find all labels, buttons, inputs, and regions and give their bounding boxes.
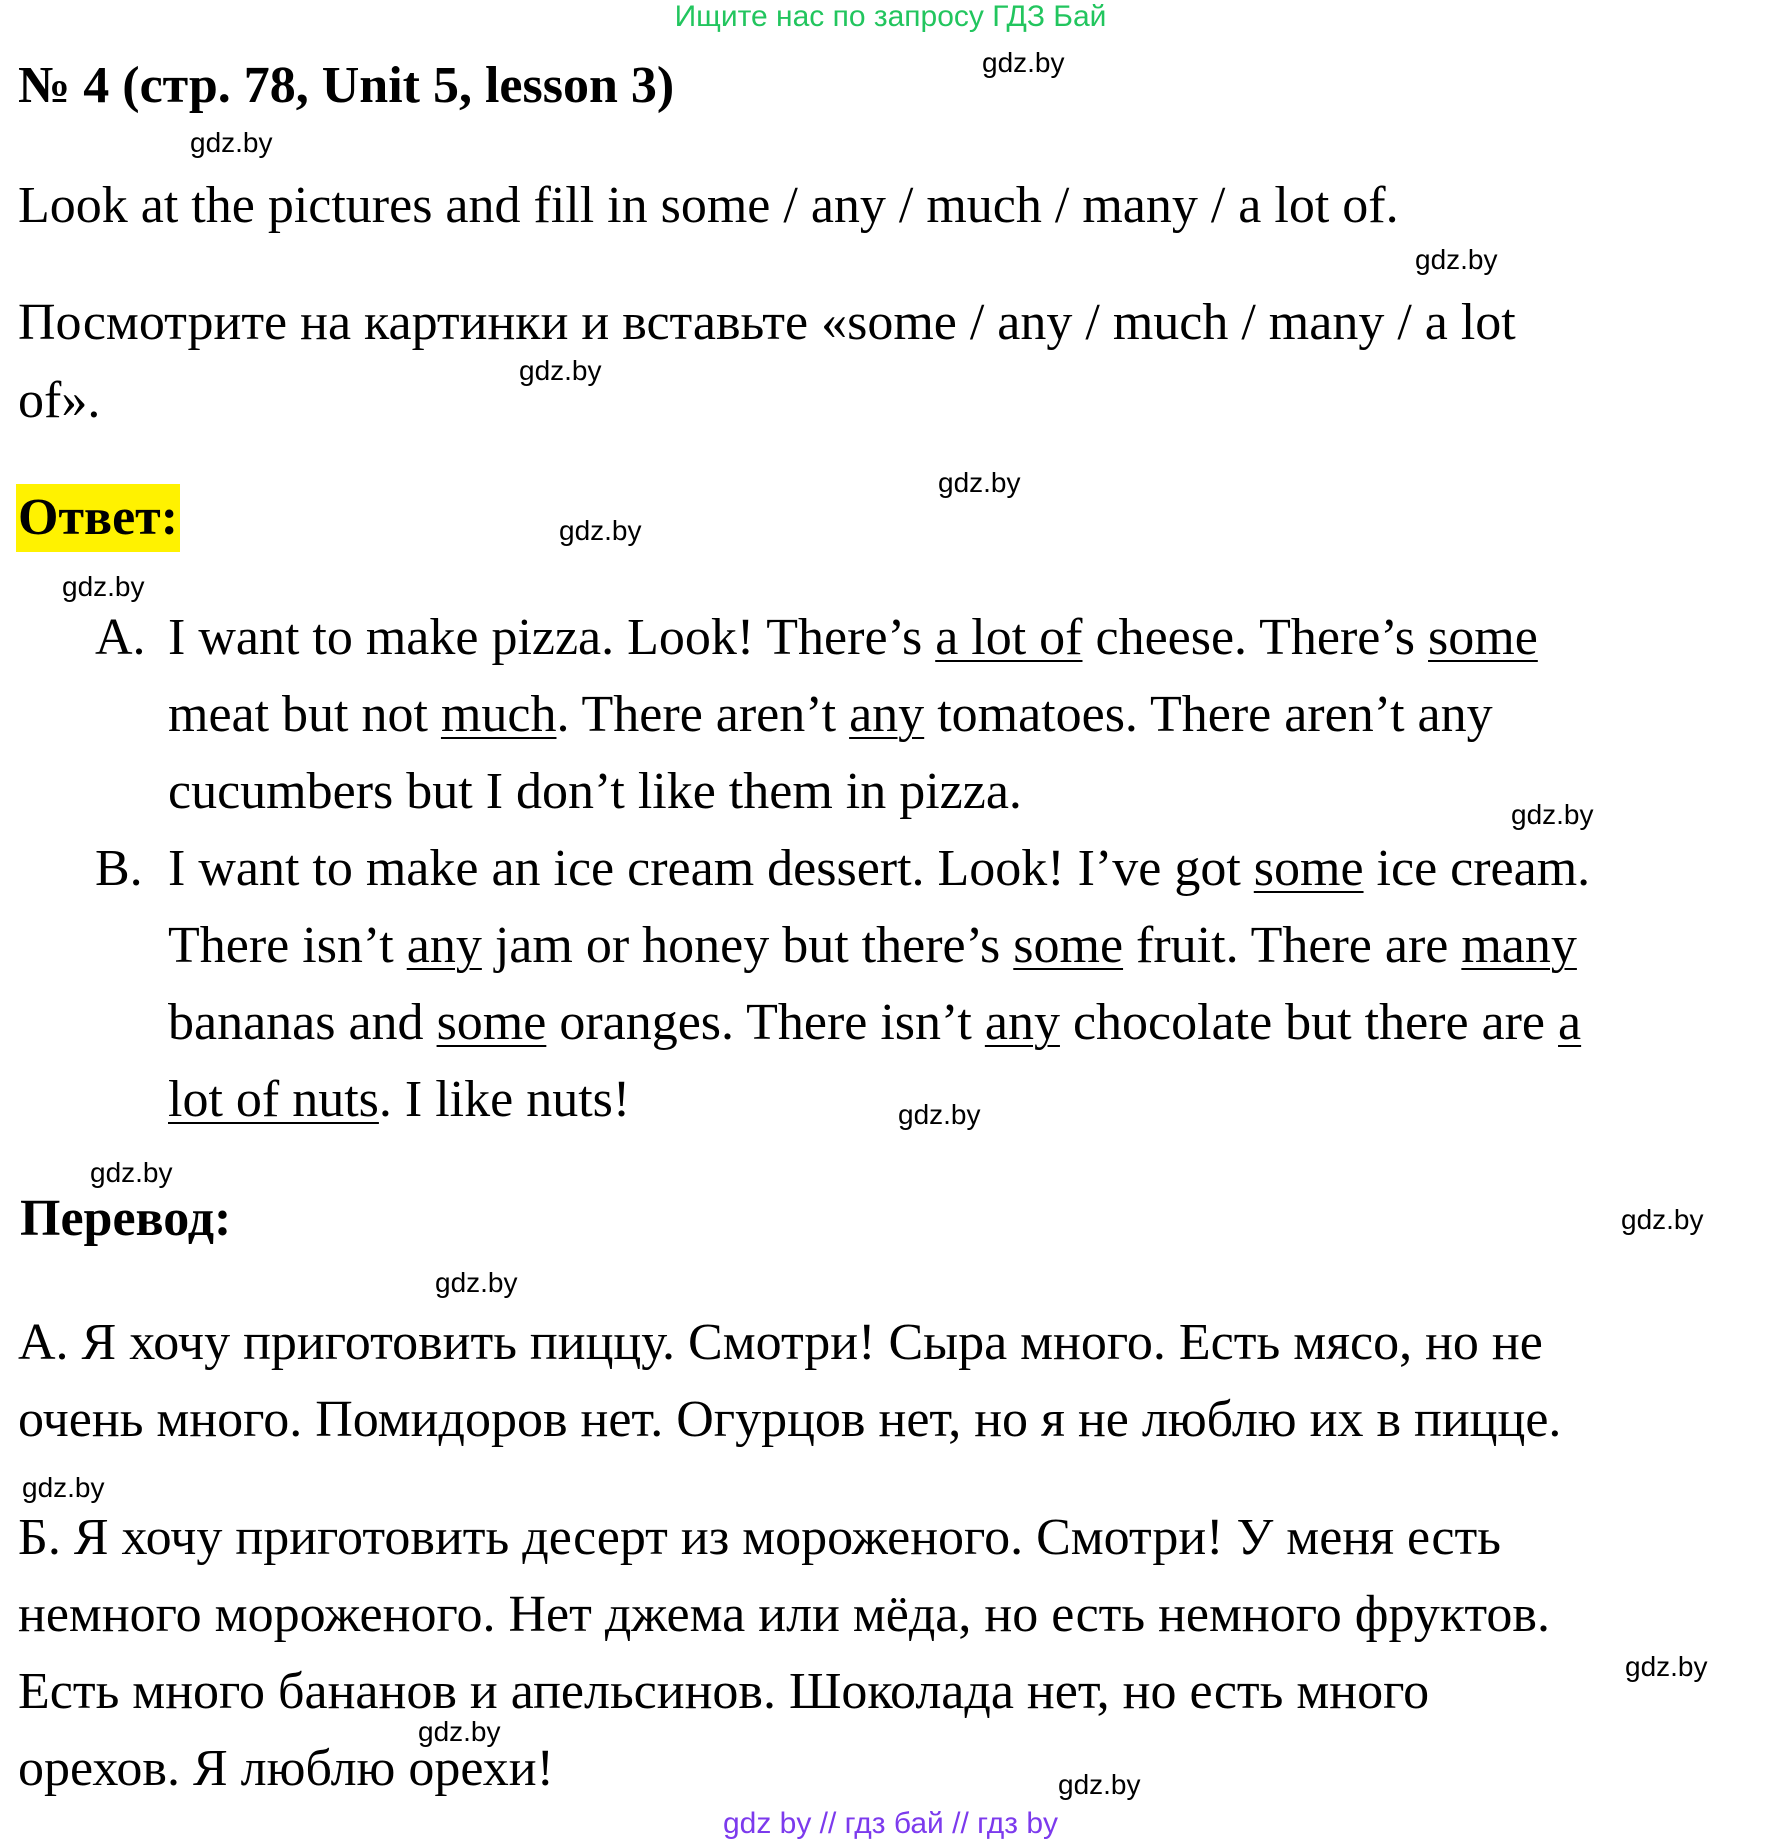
top-banner: Ищите нас по запросу ГДЗ Бай bbox=[674, 0, 1107, 33]
filled-word: any bbox=[406, 917, 482, 974]
answer-a-marker: A. bbox=[95, 609, 146, 666]
footer-links: gdz by // гдз бай // гдз by bbox=[722, 1807, 1059, 1840]
answer-b-line-1: I want to make an ice cream dessert. Look! I’ve got some ice cream. bbox=[168, 840, 1591, 897]
answer-a-line-1: I want to make pizza. Look! There’s a lot of cheese. There’s some bbox=[168, 609, 1538, 666]
answer-b-line-3: bananas and some oranges. There isn’t any chocolate but there are a bbox=[168, 994, 1582, 1051]
watermark: gdz.by bbox=[22, 1472, 105, 1503]
filled-word: a lot of bbox=[935, 609, 1083, 666]
exercise-title: № 4 (стр. 78, Unit 5, lesson 3) bbox=[18, 57, 675, 114]
watermark: gdz.by bbox=[1511, 799, 1594, 830]
translation-label: Перевод: bbox=[20, 1190, 232, 1247]
watermark: gdz.by bbox=[62, 571, 145, 602]
answer-b-line-2: There isn’t any jam or honey but there’s some fruit. There are many bbox=[168, 917, 1577, 974]
filled-word: many bbox=[1461, 917, 1577, 974]
filled-word: much bbox=[440, 686, 557, 743]
answer-label: Ответ: bbox=[16, 484, 180, 552]
translation-a-line-2: очень много. Помидоров нет. Огурцов нет, но я не люблю их в пицце. bbox=[18, 1391, 1562, 1448]
watermark: gdz.by bbox=[90, 1157, 173, 1188]
watermark: gdz.by bbox=[898, 1099, 981, 1130]
answer-b-marker: B. bbox=[95, 840, 143, 897]
filled-word: lot of nuts bbox=[168, 1071, 379, 1128]
watermark: gdz.by bbox=[559, 515, 642, 546]
watermark: gdz.by bbox=[938, 467, 1021, 498]
watermark: gdz.by bbox=[982, 47, 1065, 78]
translation-b-line-2: немного мороженого. Нет джема или мёда, но есть немного фруктов. bbox=[18, 1586, 1550, 1643]
watermark: gdz.by bbox=[1415, 244, 1498, 275]
filled-word: any bbox=[849, 686, 925, 743]
filled-word: a bbox=[1558, 994, 1582, 1051]
answer-a-line-3: cucumbers but I don’t like them in pizza. bbox=[168, 763, 1022, 820]
translation-b-line-3: Есть много бананов и апельсинов. Шоколада нет, но есть много bbox=[18, 1663, 1430, 1720]
answer-b-line-4: lot of nuts. I like nuts! bbox=[168, 1071, 631, 1128]
task-russian-line-2: of». bbox=[18, 372, 101, 429]
translation-a-line-1: А. Я хочу приготовить пиццу. Смотри! Сыра много. Есть мясо, но не bbox=[18, 1314, 1543, 1371]
watermark: gdz.by bbox=[1058, 1769, 1141, 1800]
watermark: gdz.by bbox=[418, 1716, 501, 1747]
filled-word: some bbox=[1428, 609, 1538, 666]
filled-word: any bbox=[984, 994, 1060, 1051]
translation-b-line-1: Б. Я хочу приготовить десерт из мороженого. Смотри! У меня есть bbox=[18, 1509, 1501, 1566]
task-russian-line-1: Посмотрите на картинки и вставьте «some / any / much / many / a lot bbox=[18, 294, 1516, 351]
watermark: gdz.by bbox=[1625, 1651, 1708, 1682]
watermark: gdz.by bbox=[435, 1267, 518, 1298]
filled-word: some bbox=[1013, 917, 1124, 974]
watermark: gdz.by bbox=[519, 355, 602, 386]
translation-b-line-4: орехов. Я люблю орехи! bbox=[18, 1740, 554, 1797]
filled-word: some bbox=[436, 994, 547, 1051]
answer-a-line-2: meat but not much. There aren’t any tomatoes. There aren’t any bbox=[168, 686, 1493, 743]
task-english: Look at the pictures and fill in some / any / much / many / a lot of. bbox=[18, 177, 1399, 234]
watermark: gdz.by bbox=[190, 127, 273, 158]
filled-word: some bbox=[1253, 840, 1364, 897]
watermark: gdz.by bbox=[1621, 1204, 1704, 1235]
